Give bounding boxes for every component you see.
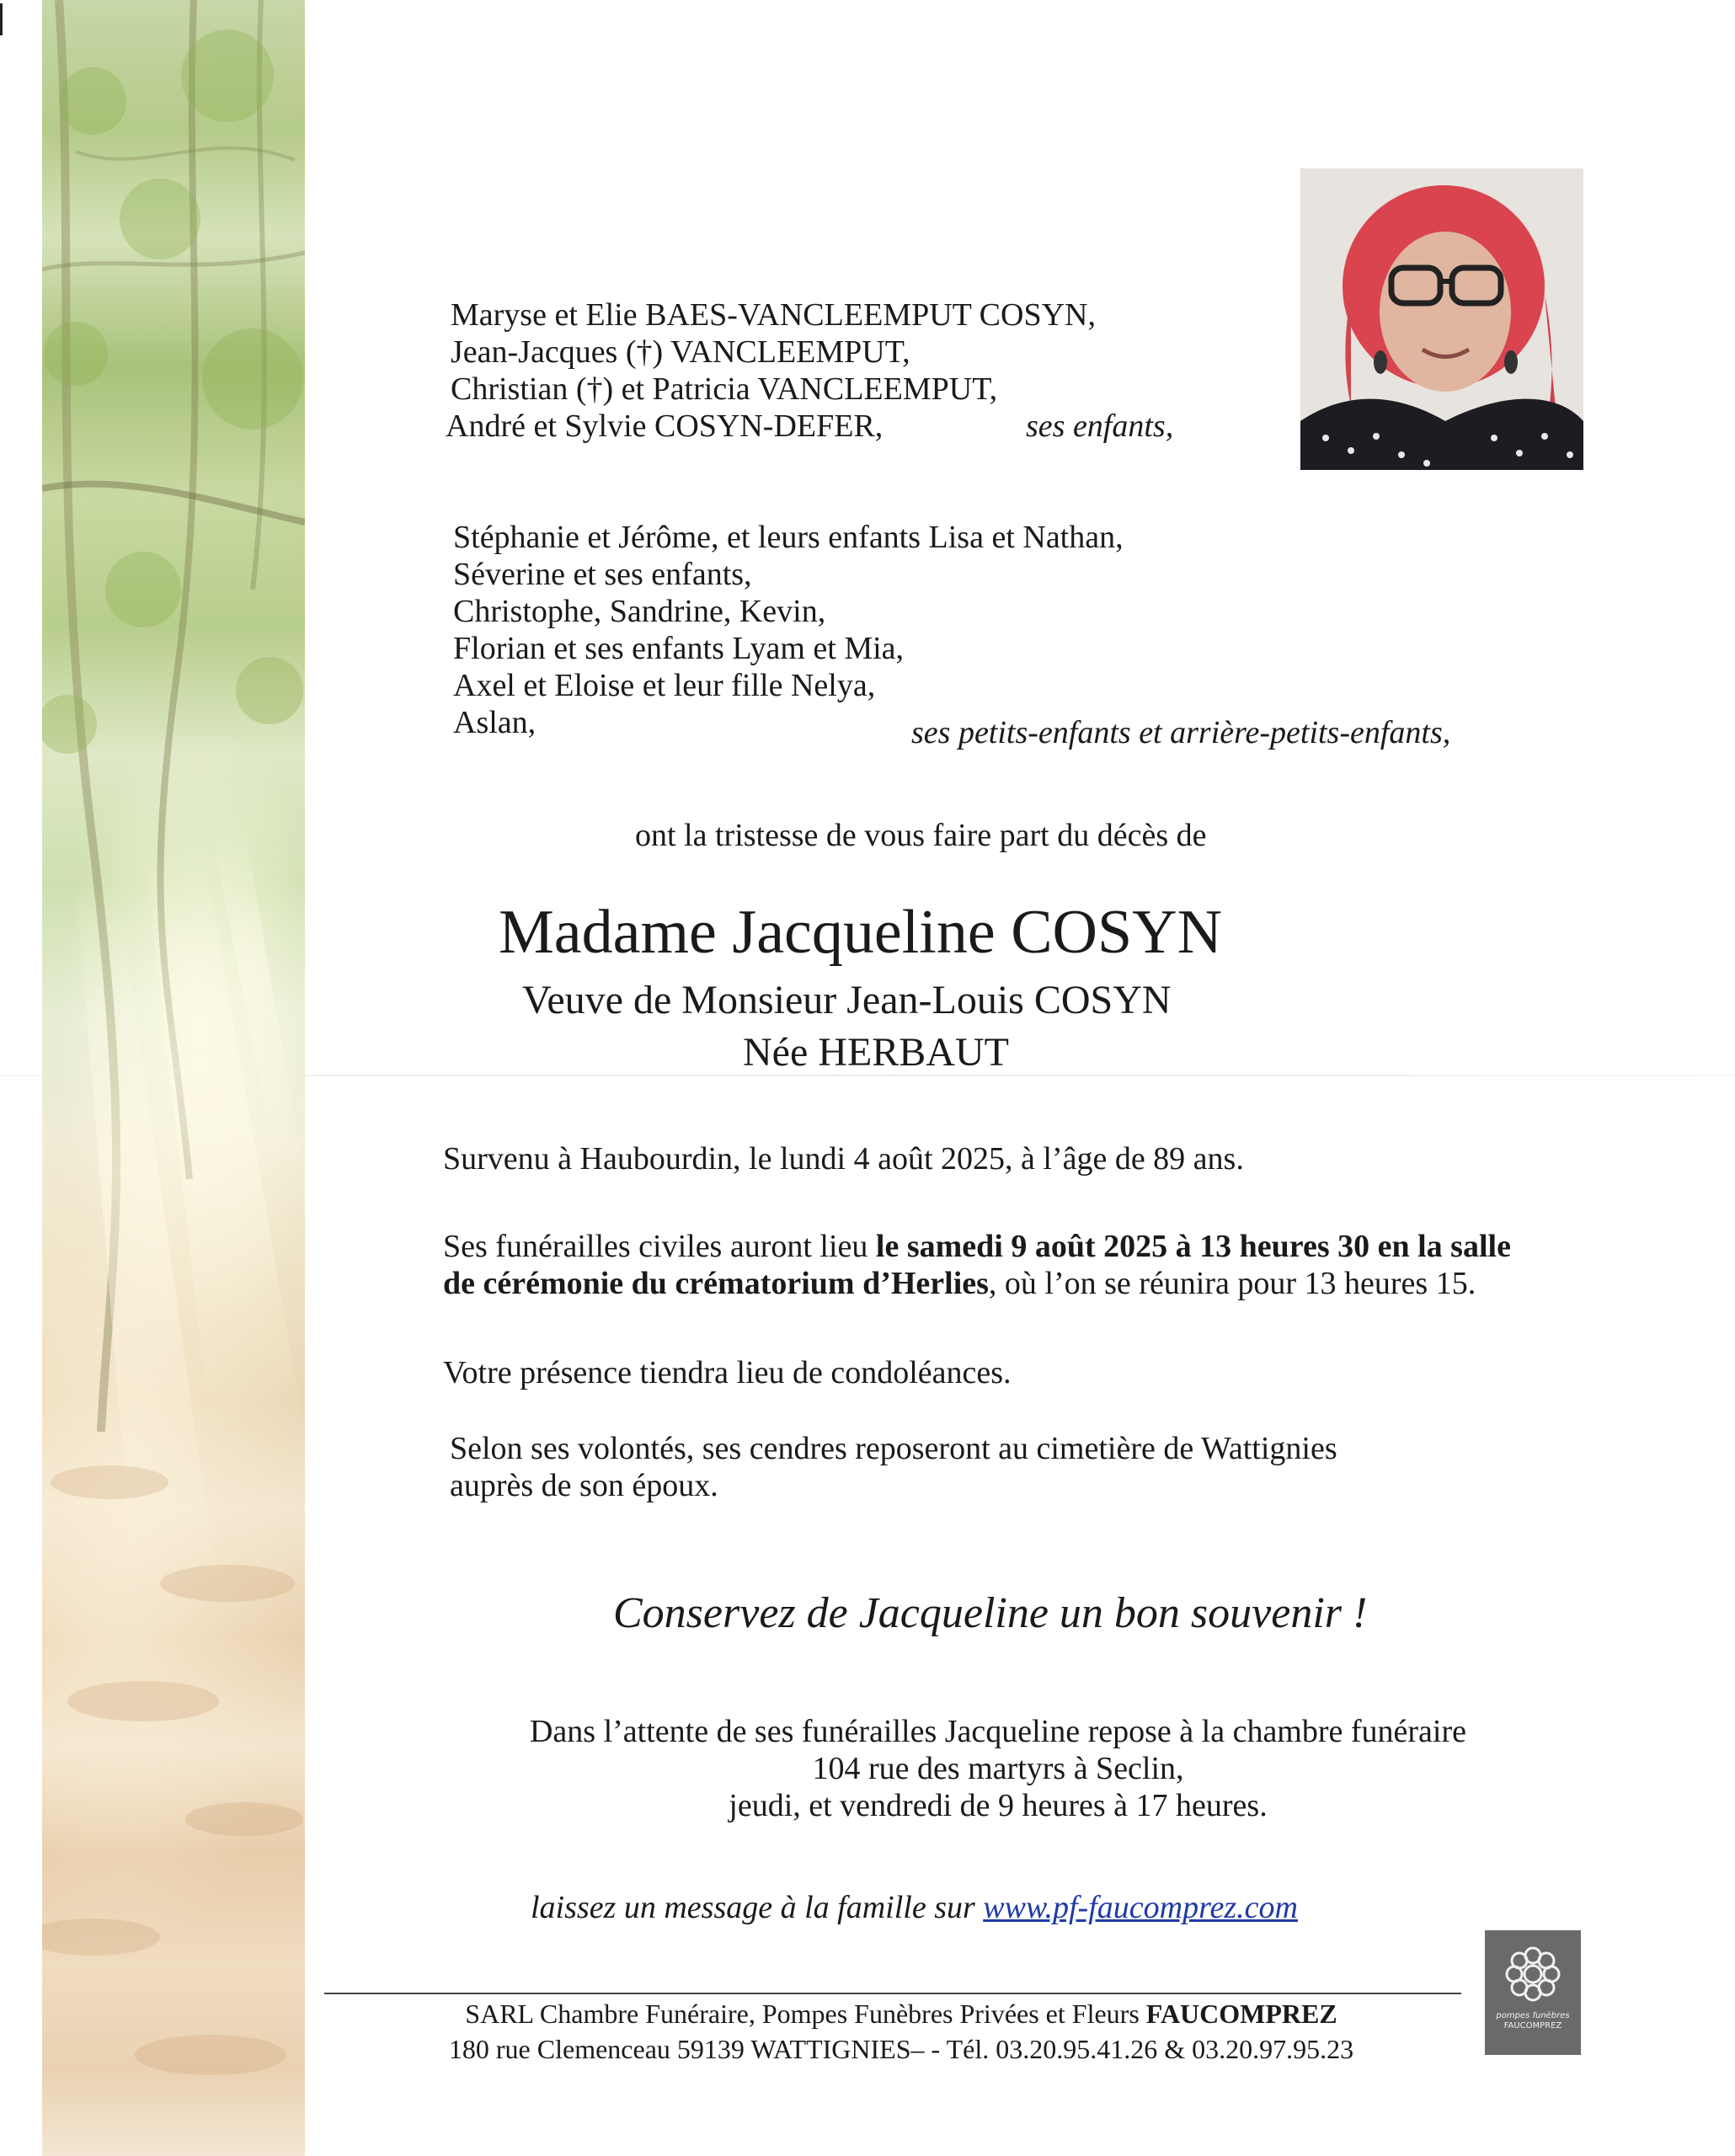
death-notice: Survenu à Haubourdin, le lundi 4 août 2025, à l’âge de 89 ans. bbox=[443, 1141, 1244, 1177]
portrait-image bbox=[1300, 168, 1583, 470]
wishes-line: auprès de son époux. bbox=[450, 1468, 718, 1503]
deceased-name: Madame Jacqueline COSYN bbox=[499, 898, 1223, 967]
children-list bbox=[446, 296, 1096, 445]
family-message-link[interactable]: www.pf-faucomprez.com bbox=[983, 1890, 1298, 1925]
funeral-date-time: le samedi 9 août 2025 à 13 heures 30 en la salle bbox=[875, 1229, 1511, 1264]
scan-edge-mark bbox=[0, 3, 3, 35]
widow-of-line: Veuve de Monsieur Jean-Louis COSYN bbox=[522, 978, 1172, 1022]
logo-caption: pompes funèbres FAUCOMPREZ bbox=[1496, 2011, 1570, 2031]
grandchild-entry: Florian et ses enfants Lyam et Mia, bbox=[453, 631, 905, 666]
funeral-home-logo bbox=[1485, 1930, 1581, 2055]
grandchildren-list bbox=[453, 519, 1124, 741]
flower-icon bbox=[1499, 1940, 1567, 2008]
child-entry: Maryse et Elie BAES-VANCLEEMPUT COSYN, bbox=[451, 297, 1096, 333]
footer-divider bbox=[324, 1993, 1461, 1994]
remembrance-slogan: Conservez de Jacqueline un bon souvenir ! bbox=[613, 1589, 1368, 1637]
viewing-info bbox=[472, 1713, 1524, 1824]
child-entry: Christian (†) et Patricia VANCLEEMPUT, bbox=[451, 371, 998, 407]
forest-trees-image bbox=[42, 0, 305, 2156]
wishes-line: Selon ses volontés, ses cendres reposeront au cimetière de Wattignies bbox=[450, 1431, 1337, 1466]
grandchildren-role-label: ses petits-enfants et arrière-petits-enfants, bbox=[911, 715, 1451, 750]
funeral-intro: Ses funérailles civiles auront lieu bbox=[443, 1229, 876, 1264]
grandchild-entry: Christophe, Sandrine, Kevin, bbox=[453, 594, 826, 629]
message-invite bbox=[531, 1888, 1298, 1927]
viewing-line: jeudi, et vendredi de 9 heures à 17 heures. bbox=[729, 1788, 1268, 1823]
announcement-text: ont la tristesse de vous faire part du décès de bbox=[635, 818, 1207, 853]
grandchild-entry: Séverine et ses enfants, bbox=[453, 557, 752, 592]
message-prefix: laissez un message à la famille sur bbox=[531, 1890, 984, 1925]
child-entry: Jean-Jacques (†) VANCLEEMPUT, bbox=[451, 334, 910, 370]
birth-name-line: Née HERBAUT bbox=[743, 1030, 1009, 1075]
funeral-home-footer bbox=[446, 1996, 1356, 2067]
grandchild-entry: Stéphanie et Jérôme, et leurs enfants Lisa et Nathan, bbox=[453, 520, 1124, 555]
funeral-venue: de cérémonie du crématorium d’Herlies bbox=[443, 1266, 989, 1301]
forest-decoration bbox=[42, 0, 305, 2156]
footer-company-prefix: SARL Chambre Funéraire, Pompes Funèbres Privées et Fleurs bbox=[465, 1999, 1146, 2029]
funeral-details bbox=[443, 1228, 1511, 1302]
grandchild-entry: Aslan, bbox=[453, 705, 537, 740]
portrait-photo bbox=[1300, 168, 1583, 470]
grandchild-entry: Axel et Eloise et leur fille Nelya, bbox=[453, 668, 876, 703]
footer-company-name: FAUCOMPREZ bbox=[1145, 1999, 1337, 2029]
footer-address: 180 rue Clemenceau 59139 WATTIGNIES– - Tél. 03.20.95.41.26 & 03.20.97.95.23 bbox=[448, 2034, 1354, 2064]
funeral-gathering-time: , où l’on se réunira pour 13 heures 15. bbox=[988, 1266, 1476, 1301]
condolences-text: Votre présence tiendra lieu de condoléances. bbox=[443, 1355, 1012, 1390]
wishes-text bbox=[450, 1430, 1337, 1504]
children-role-label: ses enfants, bbox=[1026, 408, 1174, 444]
viewing-line: 104 rue des martyrs à Seclin, bbox=[812, 1751, 1184, 1786]
viewing-line: Dans l’attente de ses funérailles Jacqueline repose à la chambre funéraire bbox=[529, 1714, 1467, 1749]
child-entry: André et Sylvie COSYN-DEFER, bbox=[446, 408, 884, 444]
